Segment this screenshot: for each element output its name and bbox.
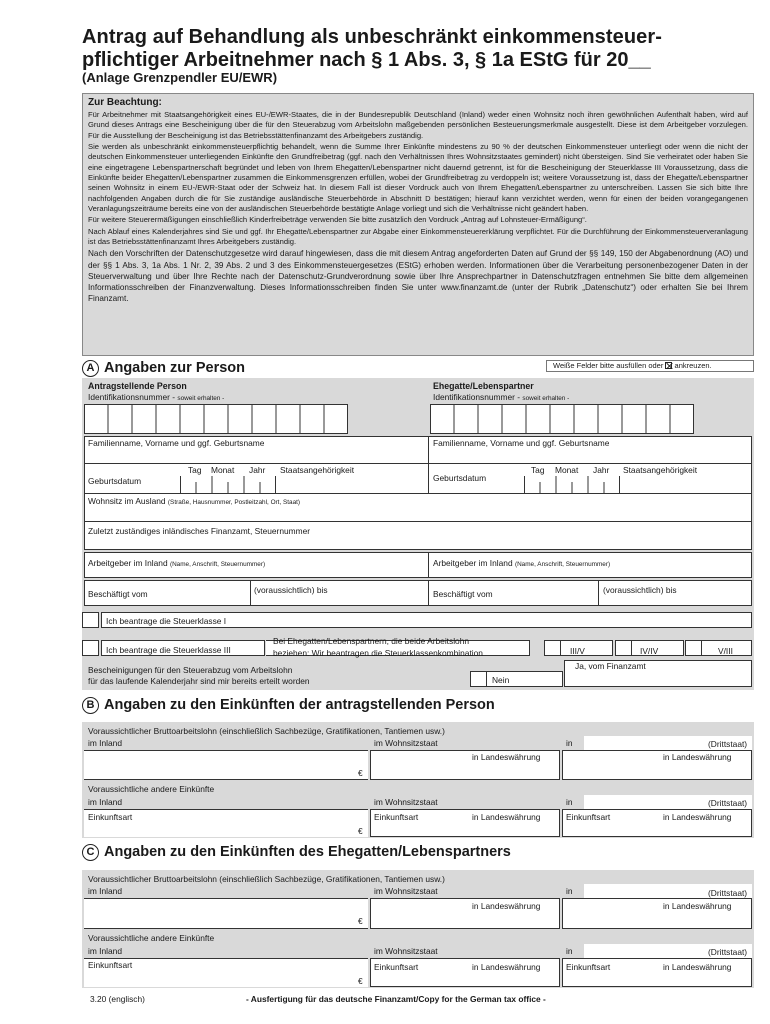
c-gross-residence-currency: in Landeswährung xyxy=(472,901,541,911)
b-other-residence-label: im Wohnsitzstaat xyxy=(374,797,438,807)
c-gross-third-currency: in Landeswährung xyxy=(663,901,732,911)
spouse-month-label: Monat xyxy=(555,465,579,475)
section-c-heading xyxy=(82,844,754,861)
spouse-day-label: Tag xyxy=(531,465,545,475)
b-gross-domestic-label: im Inland xyxy=(88,738,122,748)
cross-checkbox-icon xyxy=(665,362,672,369)
c-gross-domestic-label: im Inland xyxy=(88,886,122,896)
c-other-in-label: in xyxy=(566,946,573,956)
c-other-domestic-label: im Inland xyxy=(88,946,122,956)
spouse-employed-until-label: (voraussichtlich) bis xyxy=(603,585,677,595)
employer-row-divider xyxy=(428,552,429,578)
residence-label-text: Wohnsitz im Ausland xyxy=(88,496,166,506)
notice-paragraph-1: Für Arbeitnehmer mit Staatsangehörigkeit eines EU-/EWR-Staates, die in der Bundesrepublik Deutschland (Inland) weder einen Wohnsitz noch ihren gewöhnlichen Aufenthalt haben, wird auf Grund dieses Antrags eine Bescheinigung über die für den Steuerabzug vom Arbeitslohn maßgebenden persönlichen Besteuerungsmerkmale ausgestellt. Diese ist dem Arbeitgeber vorzulegen. Für die Ausstellung der Bescheinigung ist das Betriebsstättenfinanzamt des Arbeitgebers zuständig. xyxy=(88,110,748,140)
applicant-id-digit-grid xyxy=(84,404,348,434)
notice-paragraph-5: Nach den Vorschriften der Datenschutzgesetze wird darauf hingewiesen, dass die mit diesem Antrag angeforderten Daten auf Grund der §§ 149, 150 der Abgabenordnung (AO) und der §§ 1 Abs. 3, 1a Abs. 1 Nr. 2, 39 Abs. 2 und 3 des Einkommensteuergesetzes (EStG) erhoben werden. Informationen über die Verarbeitung personenbezogener Daten in der Steuerverwaltung und über Ihre Rechte nach der Datenschutz-Grundverordnung sowie über Ihre Ansprechpartner in Datenschutzfragen entnehmen Sie bitte dem allgemeinen Informationsschreiben der Finanzverwaltung. Dieses Informationsschreiben finden Sie unter www.finanzamt.de (unter der Rubrik „Datenschutz“) oder erhalten Sie bei Ihrem Finanzamt. xyxy=(88,249,748,303)
copy-note: - Ausfertigung für das deutsche Finanzamt/Copy for the German tax office - xyxy=(246,994,546,1004)
c-gross-residence-label: im Wohnsitzstaat xyxy=(374,886,438,896)
b-gross-in-label: in xyxy=(566,738,573,748)
b-gross-third-currency: in Landeswährung xyxy=(663,752,732,762)
c-other-residence-currency: in Landeswährung xyxy=(472,962,541,972)
applicant-employer-hint: (Name, Anschrift, Steuernummer) xyxy=(169,561,266,568)
fill-hint xyxy=(546,360,754,372)
applicant-day-label: Tag xyxy=(188,465,202,475)
c-gross-third-state-label: (Drittstaat) xyxy=(708,888,748,898)
b-gross-label: Voraussichtlicher Bruttoarbeitslohn (einschließlich Sachbezüge, Gratifikationen, Tantiemen usw.) xyxy=(88,726,445,736)
b-gross-third-state-label: (Drittstaat) xyxy=(708,739,748,749)
applicant-employed-from-label: Beschäftigt vom xyxy=(88,589,148,599)
b-other-domestic-label: im Inland xyxy=(88,797,122,807)
section-a-title: Angaben zur Person xyxy=(104,360,245,376)
b-other-in-label: in xyxy=(566,797,573,807)
b-other-third-state-label: (Drittstaat) xyxy=(708,798,748,808)
spouse-year-label: Jahr xyxy=(593,465,610,475)
spouse-nationality-label: Staatsangehörigkeit xyxy=(623,465,698,475)
section-c-letter: C xyxy=(82,844,99,861)
certificates-no-checkbox[interactable] xyxy=(470,671,487,687)
form-title-line-1: Antrag auf Behandlung als unbeschränkt einkommensteuer- xyxy=(82,26,663,48)
spouse-heading: Ehegatte/Lebenspartner xyxy=(433,381,534,391)
combination-5-3-label: V/III xyxy=(718,646,733,656)
c-other-third-state-label: (Drittstaat) xyxy=(708,947,748,957)
certificates-label-line-2: für das laufende Kalenderjahr sind mir bereits erteilt worden xyxy=(88,676,310,686)
employment-dates-divider xyxy=(428,580,429,606)
spouse-employer-hint: (Name, Anschrift, Steuernummer) xyxy=(514,561,611,568)
applicant-month-label: Monat xyxy=(211,465,235,475)
tax-class-1-label: Ich beantrage die Steuerklasse I xyxy=(106,616,227,626)
spouse-id-digit-grid xyxy=(430,404,694,434)
form-subtitle: (Anlage Grenzpendler EU/EWR) xyxy=(82,70,278,85)
section-b-title: Angaben zu den Einkünften der antragstellenden Person xyxy=(104,697,495,713)
certificates-yes-label: Ja, vom Finanzamt xyxy=(575,661,646,671)
tax-class-1-checkbox[interactable] xyxy=(82,612,99,628)
applicant-birth-label: Geburtsdatum xyxy=(88,476,142,486)
spouse-id-label-text: Identifikationsnummer - xyxy=(433,392,521,402)
applicant-id-hint: soweit erhalten - xyxy=(177,395,225,402)
applicant-id-label xyxy=(88,392,224,402)
notice-box xyxy=(82,93,754,356)
form-version: 3.20 (englisch) xyxy=(90,994,145,1004)
b-gross-domestic-input[interactable] xyxy=(84,750,368,780)
c-gross-euro-label: € xyxy=(358,916,363,926)
spouse-employer-label-text: Arbeitgeber im Inland xyxy=(433,558,513,568)
combination-4-4-label: IV/IV xyxy=(640,646,659,656)
spouse-employed-from-label: Beschäftigt vom xyxy=(433,589,493,599)
certificates-label-line-1: Bescheinigungen für den Steuerabzug vom Arbeitslohn xyxy=(88,665,293,675)
applicant-name-label: Familienname, Vorname und ggf. Geburtsname xyxy=(88,438,265,448)
fill-hint-text: Weiße Felder bitte ausfüllen oder xyxy=(553,361,664,370)
birth-row-divider xyxy=(428,464,429,494)
c-other-third-type-label: Einkunftsart xyxy=(566,962,611,972)
b-other-third-type-label: Einkunftsart xyxy=(566,812,611,822)
name-row-divider xyxy=(428,436,429,464)
section-b-heading xyxy=(82,697,754,714)
b-other-residence-currency: in Landeswährung xyxy=(472,812,541,822)
spouse-id-label xyxy=(433,392,569,402)
combination-3-5-field xyxy=(561,640,613,656)
form-title-line-2: pflichtiger Arbeitnehmer nach § 1 Abs. 3, § 1a EStG für 20__ xyxy=(82,49,651,71)
applicant-dates-divider xyxy=(250,580,251,606)
section-b-letter: B xyxy=(82,697,99,714)
c-gross-domestic-input[interactable] xyxy=(84,898,368,929)
c-other-residence-type-label: Einkunftsart xyxy=(374,962,419,972)
c-gross-in-label: in xyxy=(566,886,573,896)
fill-hint-suffix: ankreuzen. xyxy=(674,361,712,370)
applicant-nationality-label: Staatsangehörigkeit xyxy=(280,465,355,475)
certificates-no-label: Nein xyxy=(492,675,510,685)
applicant-heading: Antragstellende Person xyxy=(88,381,187,391)
applicant-id-label-text: Identifikationsnummer - xyxy=(88,392,176,402)
residence-label xyxy=(88,496,300,506)
spouse-name-label: Familienname, Vorname und ggf. Geburtsname xyxy=(433,438,610,448)
spouse-employer-label xyxy=(433,558,610,568)
c-other-residence-label: im Wohnsitzstaat xyxy=(374,946,438,956)
spouse-id-hint: soweit erhalten - xyxy=(522,395,570,402)
c-other-label: Voraussichtliche andere Einkünfte xyxy=(88,933,215,943)
c-other-domestic-type-label: Einkunftsart xyxy=(88,960,133,970)
spouse-id-input[interactable] xyxy=(430,404,694,434)
section-c-title: Angaben zu den Einkünften des Ehegatten/Lebenspartners xyxy=(104,844,511,860)
tax-office-label: Zuletzt zuständiges inländisches Finanzamt, Steuernummer xyxy=(88,526,311,536)
section-a-letter: A xyxy=(82,360,99,377)
c-gross-label: Voraussichtlicher Bruttoarbeitslohn (einschließlich Sachbezüge, Gratifikationen, Tantiemen usw.) xyxy=(88,874,445,884)
applicant-id-input[interactable] xyxy=(84,404,348,434)
applicant-employed-until-label: (voraussichtlich) bis xyxy=(254,585,328,595)
spouse-dates-divider xyxy=(598,580,599,606)
b-other-euro-label: € xyxy=(358,826,363,836)
spouse-birthdate-input[interactable] xyxy=(524,476,620,494)
combination-text-line-1: Bei Ehegatten/Lebenspartnern, die beide Arbeitslohn xyxy=(273,636,470,646)
tax-class-3-checkbox[interactable] xyxy=(82,640,99,656)
c-other-third-currency: in Landeswährung xyxy=(663,962,732,972)
combination-5-3-checkbox[interactable] xyxy=(685,640,702,656)
notice-paragraph-4: Nach Ablauf eines Kalenderjahres sind Sie und ggf. Ihr Ehegatte/Lebenspartner zur Abgabe einer Einkommensteuererklärung verpflichtet. Für die Durchführung der Einkommensteuerveranlagung ist das Betriebsstättenfinanzamt Ihres Arbeitgebers zuständig. xyxy=(88,226,748,247)
b-gross-residence-label: im Wohnsitzstaat xyxy=(374,738,438,748)
applicant-employer-label xyxy=(88,558,265,568)
b-other-domestic-type-label: Einkunftsart xyxy=(88,812,133,822)
tax-class-3-label: Ich beantrage die Steuerklasse III xyxy=(106,645,231,655)
b-gross-residence-currency: in Landeswährung xyxy=(472,752,541,762)
b-other-label: Voraussichtliche andere Einkünfte xyxy=(88,784,215,794)
notice-heading: Zur Beachtung: xyxy=(88,97,162,108)
combination-3-5-checkbox[interactable] xyxy=(544,640,561,656)
combination-3-5-label: III/V xyxy=(570,646,585,656)
applicant-year-label: Jahr xyxy=(249,465,266,475)
combination-4-4-checkbox[interactable] xyxy=(615,640,632,656)
b-other-third-currency: in Landeswährung xyxy=(663,812,732,822)
notice-paragraph-2: Sie werden als unbeschränkt einkommensteuerpflichtig behandelt, wenn die Summe Ihrer Einkünfte mindestens zu 90 % der deutschen Einkommensteuer unterliegt oder wenn die nicht der deutschen Einkommensteuer unterliegenden Einkünfte den Grundfreibetrag (ggf. nach den Verhältnissen Ihres Wohnsitzstaates gemindert) nicht übersteigen. Sind Sie verheiratet oder haben Sie eine eingetragene Lebenspartnerschaft begründet und leben von Ihrem Ehegatten/Lebenspartner nicht dauernd getrennt, ist für die Bescheinigung der Steuerklasse III Voraussetzung, dass die Einkünfte beider Ehegatten/Lebenspartner zusammen die Einkommensgrenzen erfüllen, wobei der Grundfreibetrag zu verdoppeln ist; weitere Voraussetzung ist, dass der Ehegatte/Lebenspartner seinen Wohnsitz in einem EU-/EWR-Staat oder der Schweiz hat. In diesem Fall ist dieser Vordruck auch von Ihrem Ehegatten/Lebenspartner zu unterschreiben. Lassen Sie sich bitte Ihre nachfolgenden Angaben durch die für Sie zuständige ausländische Steuerbehörde in Abschnitt D bestätigen; hierauf kann verzichtet werden, wenn für einen der beiden vorangegangenen Veranlagungszeiträume bereits eine von der ausländischen Steuerbehörde bestätigte Anlage vorliegt und sich die Verhältnisse nicht geändert haben. xyxy=(88,142,748,214)
applicant-birthdate-input[interactable] xyxy=(180,476,276,494)
residence-hint: (Straße, Hausnummer, Postleitzahl, Ort, Staat) xyxy=(167,499,301,506)
spouse-birth-label: Geburtsdatum xyxy=(433,473,487,483)
notice-paragraph-3: Für weitere Steuerermäßigungen einschließlich Kinderfreibeträge verwenden Sie bitte zusätzlich den Vordruck „Antrag auf Lohnsteuer-Ermäßigung“. xyxy=(88,215,587,225)
b-other-residence-type-label: Einkunftsart xyxy=(374,812,419,822)
combination-text-line-2: beziehen: Wir beantragen die Steuerklassenkombination xyxy=(273,648,483,658)
applicant-employer-label-text: Arbeitgeber im Inland xyxy=(88,558,168,568)
c-other-euro-label: € xyxy=(358,976,363,986)
b-gross-euro-label: € xyxy=(358,768,363,778)
